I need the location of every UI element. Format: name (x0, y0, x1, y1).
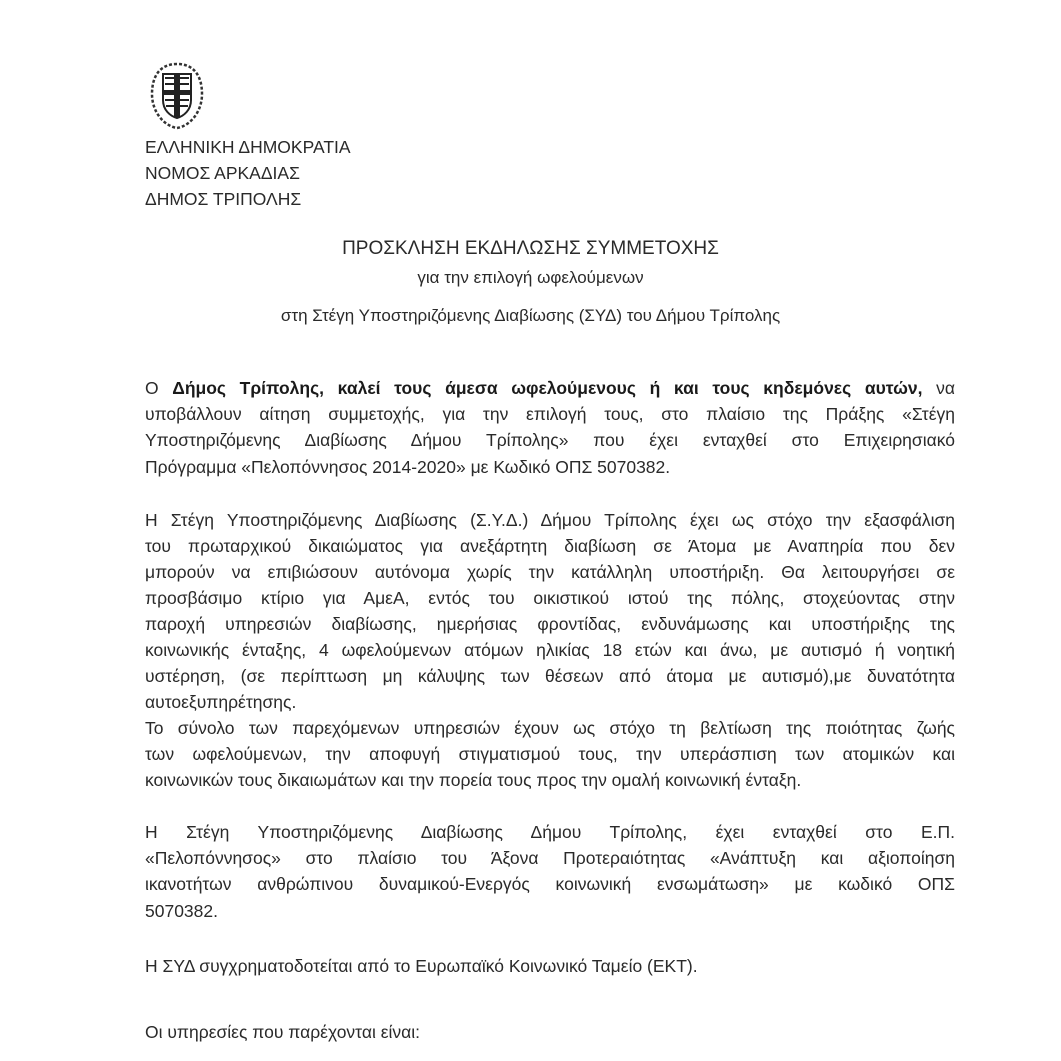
paragraph-3-line: «Πελοπόννησος» στο πλαίσιο του Άξονα Προτεραιότητας «Ανάπτυξη και αξιοποίηση (145, 848, 955, 868)
paragraph-3-line: 5070382. (145, 901, 218, 921)
document-title: ΠΡΟΣΚΛΗΣΗ ΕΚΔΗΛΩΣΗΣ ΣΥΜΜΕΤΟΧΗΣ (342, 238, 719, 259)
paragraph-2-line: αυτοεξυπηρέτησης. (145, 692, 297, 712)
bold-text: Δήμος Τρίπολης, καλεί τους άμεσα ωφελούμενους ή και τους κηδεμόνες αυτών, (172, 378, 923, 398)
paragraph-2-line: προσβάσιμο κτίριο για ΑμεΑ, εντός του οικιστικού ιστού της πόλης, στοχεύοντας στην (145, 588, 955, 608)
paragraph-4: Η ΣΥΔ συγχρηματοδοτείται από το Ευρωπαϊκό Κοινωνικό Ταμείο (ΕΚΤ). (145, 956, 698, 976)
paragraph-2-line: των ωφελούμενων, την αποφυγή στιγματισμού τους, την υπεράσπιση των ατομικών και (145, 744, 955, 764)
paragraph-3-line: ικανοτήτων ανθρώπινου δυναμικού-Ενεργός κοινωνική ενσωμάτωση» με κωδικό ΟΠΣ (145, 874, 955, 894)
paragraph-2-line: Η Στέγη Υποστηριζόμενης Διαβίωσης (Σ.Υ.Δ.) Δήμου Τρίπολης έχει ως στόχο την εξασφάλιση (145, 510, 955, 530)
paragraph-1-line: Υποστηριζόμενης Διαβίωσης Δήμου Τρίπολης» που έχει ενταχθεί στο Επιχειρησιακό (145, 430, 955, 450)
header-prefecture: ΝΟΜΟΣ ΑΡΚΑΔΙΑΣ (145, 163, 300, 183)
header-country: ΕΛΛΗΝΙΚΗ ΔΗΜΟΚΡΑΤΙΑ (145, 137, 351, 157)
header-municipality: ΔΗΜΟΣ ΤΡΙΠΟΛΗΣ (145, 189, 302, 209)
paragraph-2-line: παροχή υπηρεσιών διαβίωσης, ημερήσιας φροντίδας, ενδυνάμωσης και υποστήριξης της (145, 614, 955, 634)
paragraph-1-line: Πρόγραμμα «Πελοπόννησος 2014-2020» με Κωδικό ΟΠΣ 5070382. (145, 457, 671, 477)
document-subtitle: για την επιλογή ωφελούμενων (417, 268, 644, 287)
paragraph-3-line: Η Στέγη Υποστηριζόμενης Διαβίωσης Δήμου Τρίπολης, έχει ενταχθεί στο Ε.Π. (145, 822, 955, 842)
paragraph-2-line: υστέρηση, (σε περίπτωση μη κάλυψης των θέσεων από άτομα με αυτισμό),με δυνατότητα (145, 666, 955, 686)
document-subtitle-2: στη Στέγη Υποστηριζόμενης Διαβίωσης (ΣΥΔ) του Δήμου Τρίπολης (280, 306, 781, 325)
paragraph-1-line (145, 378, 955, 399)
paragraph-5: Οι υπηρεσίες που παρέχονται είναι: (145, 1022, 421, 1042)
paragraph-1-line: υποβάλλουν αίτηση συμμετοχής, για την επιλογή τους, στο πλαίσιο της Πράξης «Στέγη (145, 404, 955, 424)
paragraph-2-line: κοινωνικής ένταξης, 4 ωφελούμενων ατόμων ηλικίας 18 ετών και άνω, με αυτισμό ή νοητική (145, 640, 955, 660)
paragraph-2-line: Το σύνολο των παρεχόμενων υπηρεσιών έχουν ως στόχο τη βελτίωση της ποιότητας ζωής (145, 718, 955, 738)
paragraph-2-line: μπορούν να επιβιώσουν αυτόνομα χωρίς την κατάλληλη υποστήριξη. Θα λειτουργήσει σε (145, 562, 955, 582)
paragraph-2-line: κοινωνικών τους δικαιωμάτων και την πορεία τους προς την ομαλή κοινωνική ένταξη. (145, 770, 802, 790)
coat-of-arms-emblem (146, 60, 208, 132)
text: Ο (145, 378, 173, 398)
text: να (922, 378, 956, 398)
paragraph-2-line: του πρωταρχικού δικαιώματος για ανεξάρτητη διαβίωση σε Άτομα με Αναπηρία που δεν (145, 536, 955, 556)
